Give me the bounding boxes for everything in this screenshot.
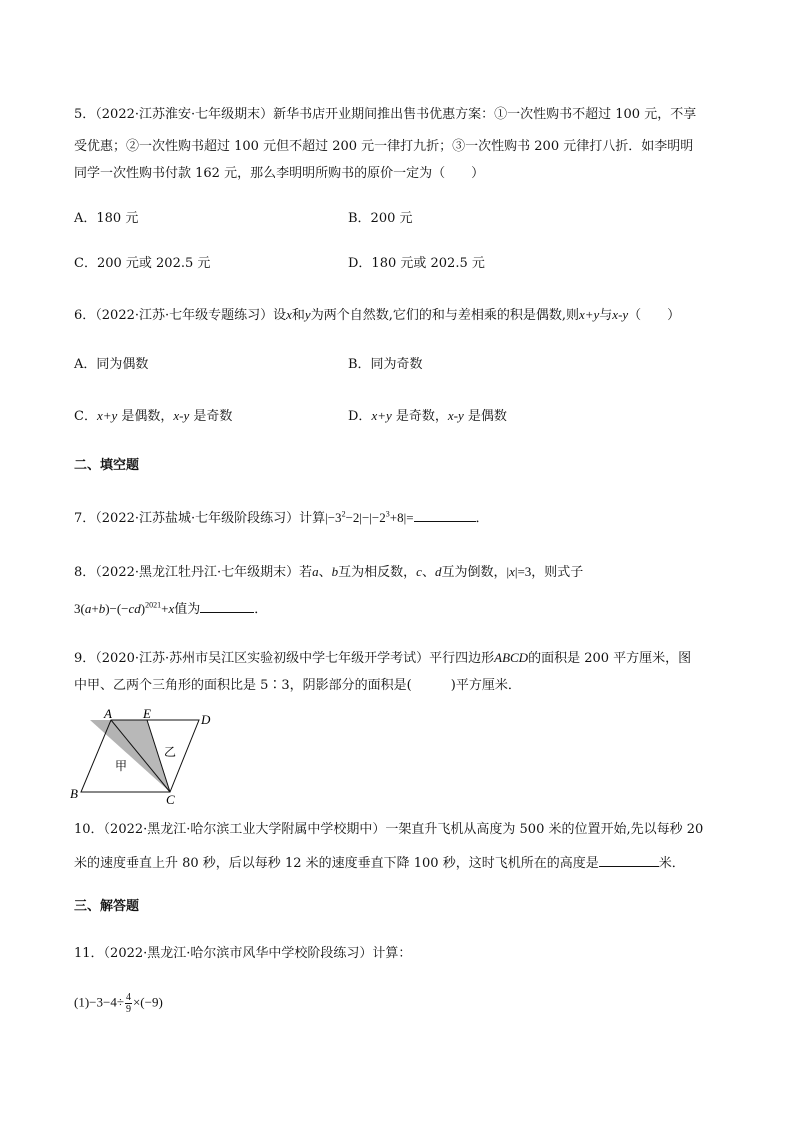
- label-jia: 甲: [115, 759, 128, 773]
- q5-line-3: 同学一次性购书付款 162 元，那么李明明所购书的原价一定为（ ）: [74, 166, 485, 181]
- label-b: B: [70, 786, 78, 801]
- label-e: E: [143, 708, 151, 721]
- q5-line-1: 5．（2022·江苏淮安·七年级期末）新华书店开业期间推出售书优惠方案：①一次性购书不超过 100 元，不享: [74, 107, 697, 122]
- q11-stem: 11．（2022·黑龙江·哈尔滨市风华中学校阶段练习）计算：: [74, 946, 412, 961]
- q10-line-1: 10．（2022·黑龙江·哈尔滨工业大学附属中学校期中）一架直升飞机从高度为 500 米的位置开始,先以每秒 20: [74, 822, 704, 837]
- fraction-4-9: $\frac{4}{9}$: [125, 992, 131, 1015]
- q10-line-2: 米的速度垂直上升 80 秒，后以每秒 12 米的速度垂直下降 100 秒，这时飞机所在的高度是 米．: [74, 852, 724, 874]
- q8-stem-line-2: $3(a+b)-(-cd)^{2021}+x$值为 ．: [74, 598, 724, 620]
- q7-answer-blank[interactable]: [414, 507, 476, 522]
- q8-expression: $3(a+b)-(-cd)^{2021}+x$: [74, 600, 175, 616]
- label-yi: 乙: [164, 745, 177, 759]
- label-a: A: [104, 708, 112, 721]
- q7-expression: $|-3^2-2|-|-2^3+8|=$: [325, 509, 414, 525]
- q8-stem-line-1: 8．（2022·黑龙江牡丹江·七年级期末）若a、b互为相反数，c、d互为倒数，|x|=3，则式子: [74, 564, 584, 580]
- q6-option-b[interactable]: B．同为奇数: [348, 357, 423, 372]
- q6-option-c[interactable]: C．x+y 是偶数，x-y 是奇数: [74, 408, 233, 424]
- q5-option-c[interactable]: C．200 元或 202.5 元: [74, 256, 211, 271]
- q5-option-a[interactable]: A．180 元: [74, 211, 139, 226]
- q8-abs-x: |x|=3: [506, 564, 532, 579]
- q7-stem: 7．（2022·江苏盐城·七年级阶段练习）计算$|-3^2-2|-|-2^3+8|=$ ．: [74, 507, 724, 529]
- section-solutions: 三、解答题: [74, 899, 140, 914]
- q8-answer-blank[interactable]: [200, 598, 254, 613]
- q5-line-2: 受优惠；②一次性购书超过 100 元但不超过 200 元一律打九折；③一次性购书 200 元律打八折．如李明明: [74, 139, 694, 154]
- section-fill-in: 二、填空题: [74, 458, 140, 473]
- q6-stem: 6．（2022·江苏·七年级专题练习）设x和y为两个自然数,它们的和与差相乘的积是偶数,则x+y与x-y（ ）: [74, 307, 681, 323]
- label-d: D: [201, 712, 211, 727]
- q9-line-2: 中甲、乙两个三角形的面积比是 5∶3，阴影部分的面积是( )平方厘米．: [74, 678, 521, 693]
- parallelogram-figure: [66, 708, 216, 808]
- q11-part-1: (1)−3−4÷ $\frac{4}{9}$ ×(−9): [74, 992, 163, 1015]
- label-c: C: [166, 792, 175, 807]
- q5-option-d[interactable]: D．180 元或 202.5 元: [348, 256, 485, 271]
- q9-line-1: 9．（2020·江苏·苏州市吴江区实验初级中学七年级开学考试）平行四边形ABCD的面积是 200 平方厘米，图: [74, 650, 692, 666]
- q6-option-d[interactable]: D．x+y 是奇数，x-y 是偶数: [348, 408, 507, 424]
- q5-option-b[interactable]: B．200 元: [348, 211, 413, 226]
- q10-answer-blank[interactable]: [599, 852, 659, 867]
- q6-option-a[interactable]: A．同为偶数: [74, 357, 149, 372]
